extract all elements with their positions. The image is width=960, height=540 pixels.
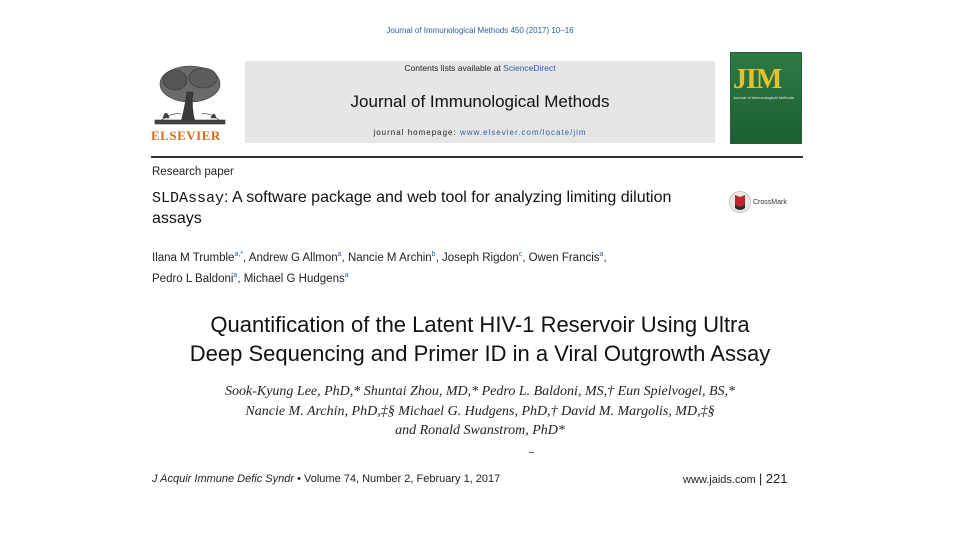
paper-type-label: Research paper [152,166,234,178]
paper2-authors-line: Sook-Kyung Lee, PhD,* Shuntai Zhou, MD,* Pedro L. Baldoni, MS,† Eun Spielvogel, BS,* [224,384,736,399]
author-name[interactable]: Pedro L Baldoni [152,272,234,285]
homepage-prefix: journal homepage: [373,128,460,137]
paper1-authors: Ilana M Trumble$^{a,*}$, Andrew G Allmon$^a$, Nancie M Archin$^b$, Joseph Rigdon$^c$, Owen Francis$^a$, Pedro L Baldoni$^a$, Michael G Hudgens$^a$ [152,251,607,285]
footer-website[interactable]: www.jaids.com [683,474,756,486]
contents-prefix: Contents lists available at [404,63,504,73]
homepage-link[interactable]: www.elsevier.com/locate/jim [459,128,587,137]
footer-right [683,471,788,486]
footer-issue: • Volume 74, Number 2, February 1, 2017 [294,473,501,485]
paper2-authors-line: Nancie M. Archin, PhD,‡§ Michael G. Hudgens, PhD,† David M. Margolis, MD,‡§ [245,403,715,419]
footer-journal: J Acquir Immune Defic Syndr [152,473,295,485]
paper2-authors-line: and Ronald Swanstrom, PhD* [395,423,565,438]
author-affiliation: a [344,271,349,279]
author-affiliation: a [337,251,342,258]
author-affiliation: c [518,251,523,258]
cover-text: Journal of Immunological Methods [733,95,794,100]
author-name[interactable]: Owen Francis [528,251,600,264]
author-name[interactable]: Michael G Hudgens [243,272,345,285]
footer-citation [152,473,500,485]
contents-line [245,63,715,73]
author-affiliation: a,* [234,251,244,258]
journal-citation: Journal of Immunological Methods 450 (2017) 10–16 [386,26,574,35]
author-affiliation: a [233,271,238,279]
paper2-title [0,310,960,368]
author-name[interactable]: Andrew G Allmon [248,251,338,264]
crossmark-label: CrossMark [753,199,787,206]
divider-mark [529,452,534,453]
elsevier-wordmark: ELSEVIER [151,128,221,143]
paper2-title-line: Deep Sequencing and Primer ID in a Viral Outgrowth Assay [189,341,771,366]
author-affiliation: a [599,251,604,258]
author-name[interactable]: Joseph Rigdon [441,251,519,264]
author-name[interactable]: Nancie M Archin [347,251,432,264]
journal-title: Journal of Immunological Methods [350,92,610,111]
paper1-title [152,188,712,229]
paper1-title-rest: : A software package and web tool for analyzing limiting dilution assays [152,189,672,227]
header-divider [151,156,803,158]
author-name[interactable]: Ilana M Trumble [152,251,235,264]
cover-letters: JIM [733,64,782,95]
author-affiliation: b [431,251,436,258]
homepage-line [245,128,715,137]
paper1-title-software: SLDAssay [152,190,225,207]
footer-page-number: | 221 [758,471,788,486]
paper2-authors [0,382,960,441]
sciencedirect-link[interactable]: ScienceDirect [503,63,556,73]
paper2-title-line: Quantification of the Latent HIV-1 Reservoir Using Ultra [210,312,750,337]
crossmark-icon[interactable] [729,191,751,213]
